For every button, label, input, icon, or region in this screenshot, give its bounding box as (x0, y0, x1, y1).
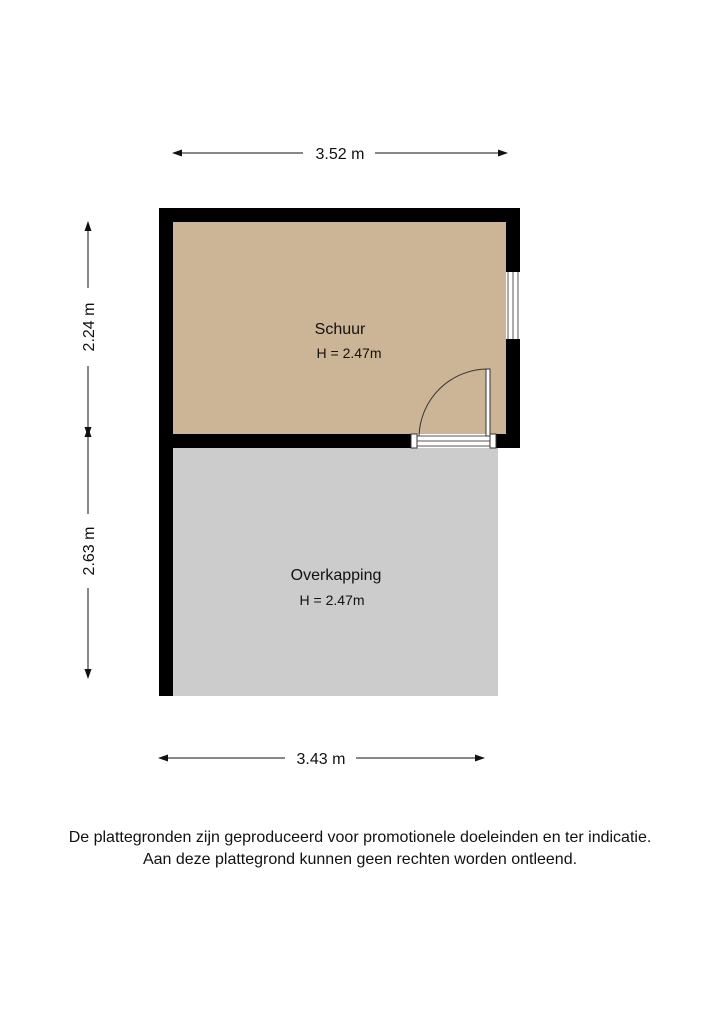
dimension-top (173, 146, 507, 163)
dimension-left-lower (81, 428, 98, 678)
room-height-schuur: H = 2.47m (316, 345, 382, 361)
dimension-top-label: 3.52 m (315, 146, 365, 163)
door-leaf (486, 369, 490, 436)
room-name-schuur: Schuur (314, 321, 366, 338)
dimension-bottom (159, 751, 484, 768)
wall-middle-right (496, 434, 520, 448)
dimension-left-upper (81, 222, 98, 436)
wall-right-upper (506, 208, 520, 272)
wall-top (159, 208, 520, 222)
disclaimer-line-2: Aan deze plattegrond kunnen geen rechten worden ontleend. (142, 851, 578, 868)
wall-middle-left (173, 434, 411, 448)
window (506, 272, 520, 339)
dimension-bottom-label: 3.43 m (296, 751, 346, 768)
room-height-overkapping: H = 2.47m (299, 592, 365, 608)
wall-left (159, 208, 173, 696)
room-name-overkapping: Overkapping (290, 567, 382, 584)
disclaimer-line-1: De plattegronden zijn geproduceerd voor promotionele doeleinden en ter indicatie. (68, 829, 652, 846)
wall-right-lower (506, 339, 520, 448)
dimension-left-lower-label: 2.63 m (81, 526, 98, 576)
dimension-left-upper-label: 2.24 m (81, 302, 98, 352)
